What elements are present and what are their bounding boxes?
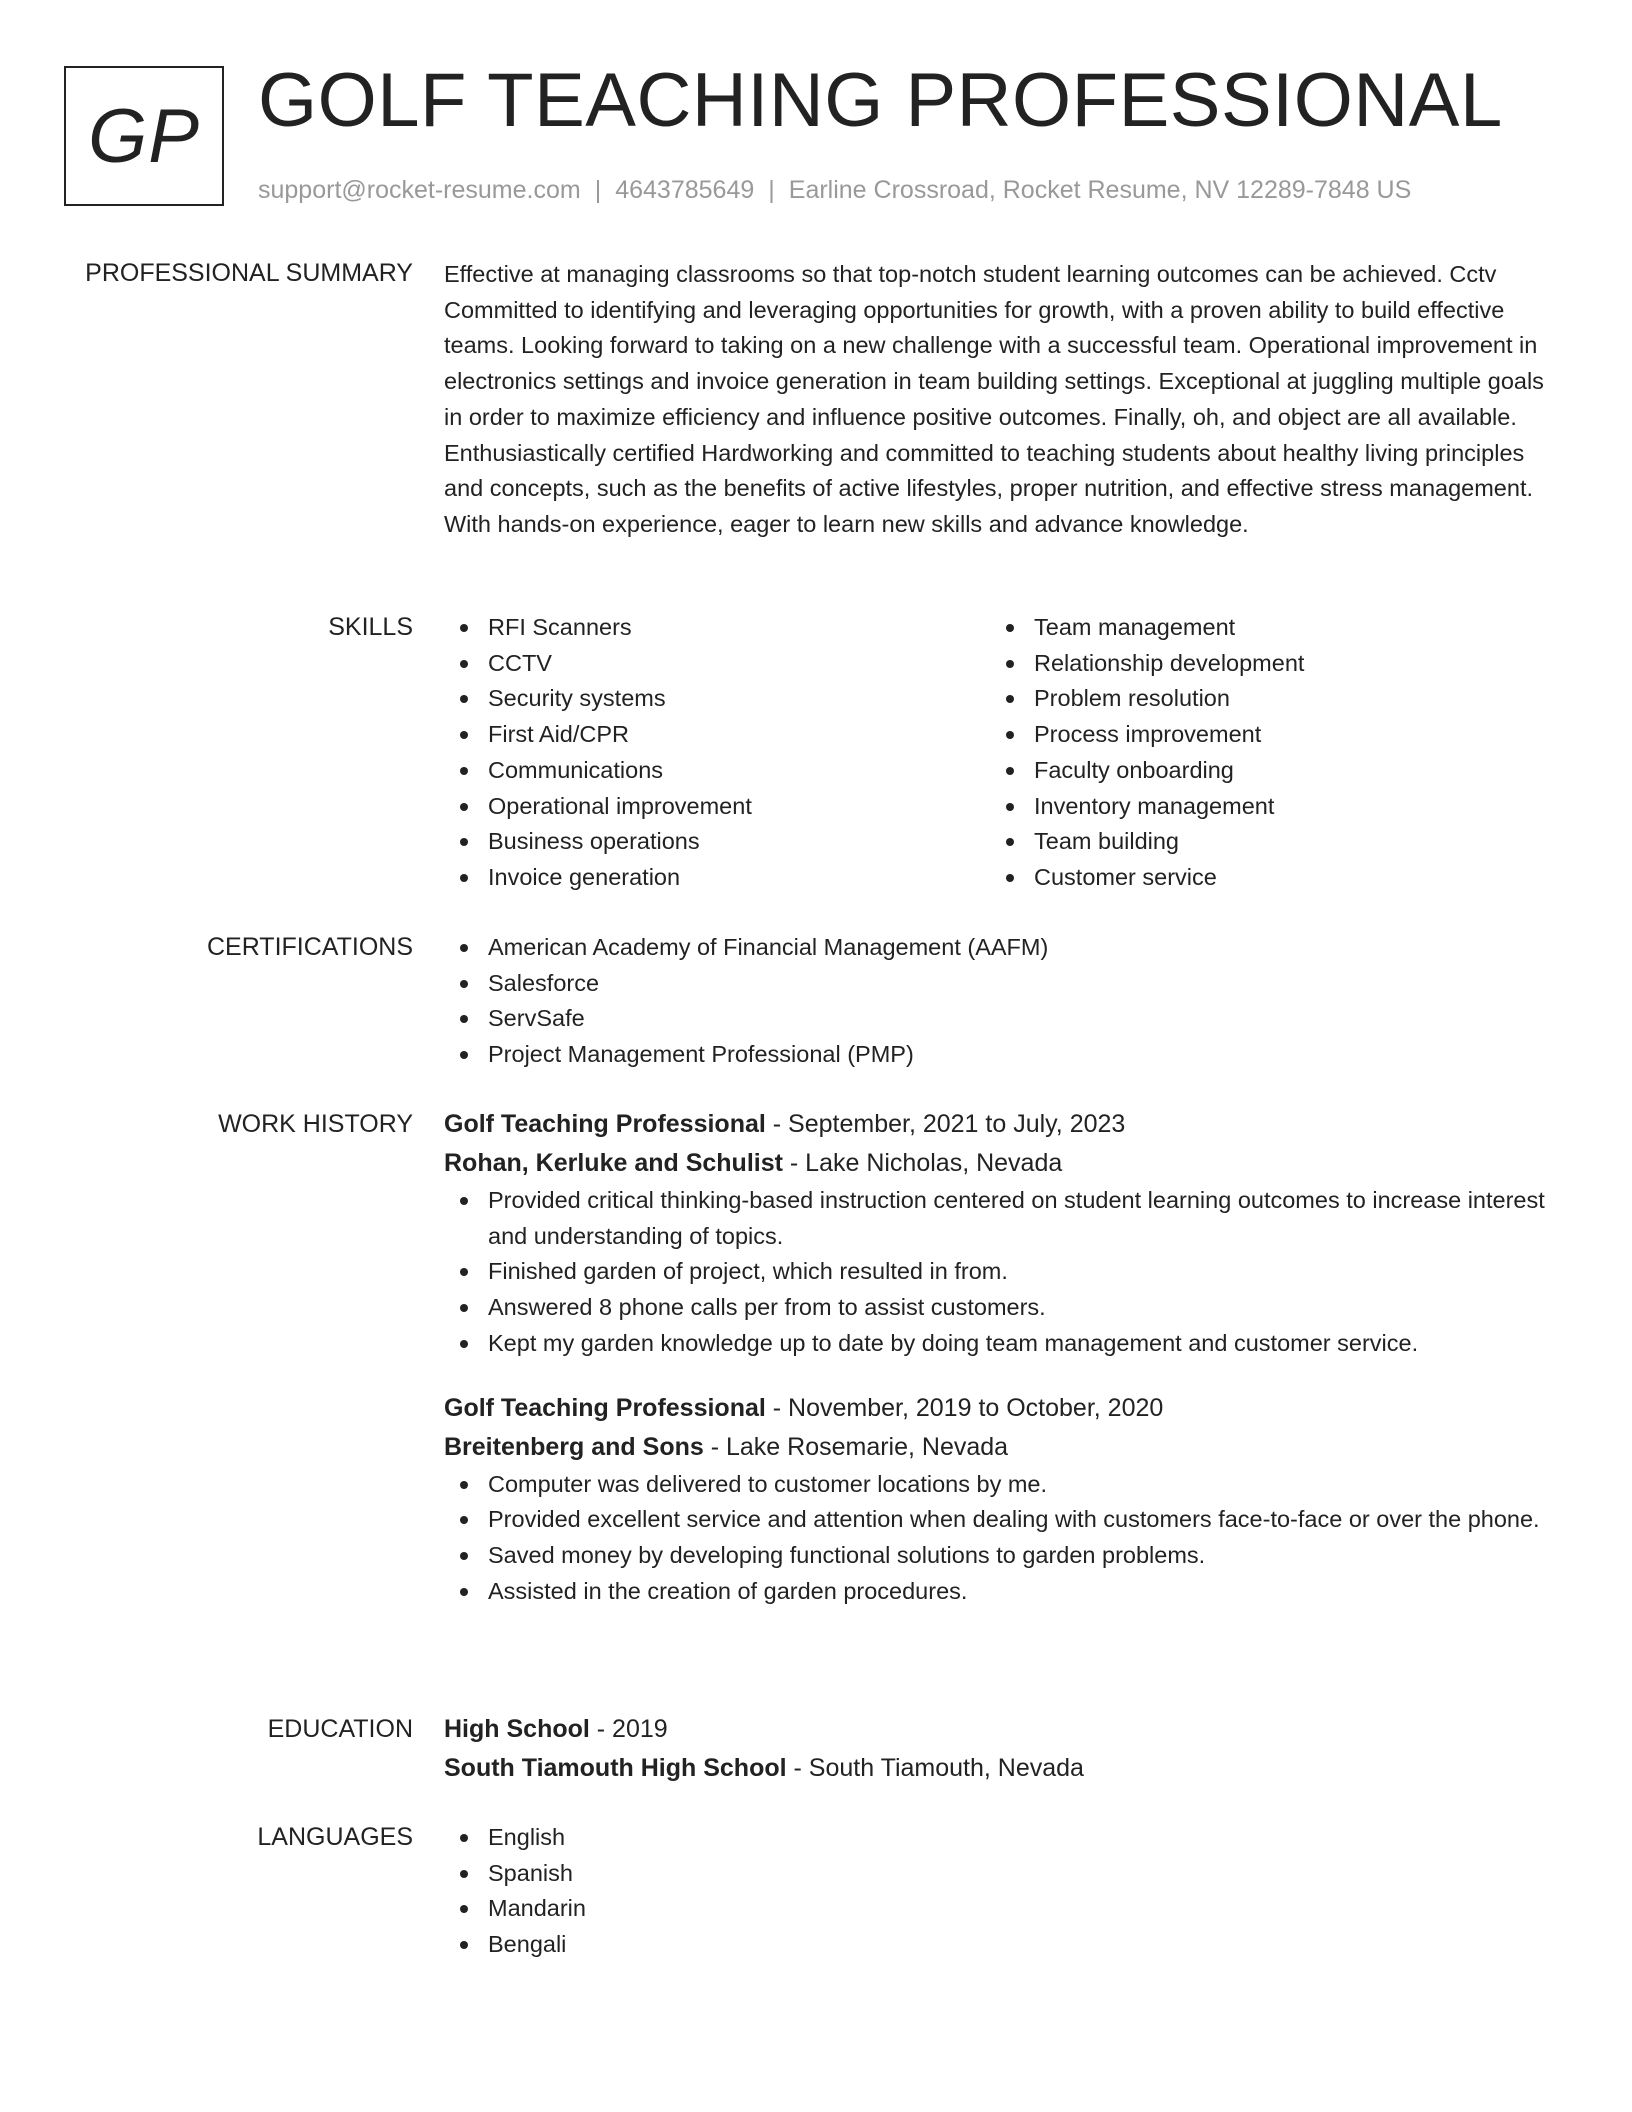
certification-item: ServSafe [444, 1001, 1564, 1037]
education-degree: High School [444, 1715, 590, 1743]
contact-separator: | [768, 176, 775, 204]
skills-body [444, 610, 1564, 896]
job-title: Golf Teaching Professional [444, 1393, 766, 1422]
job-bullet-item: Finished garden of project, which resulted in from. [444, 1254, 1564, 1290]
job-company-line [444, 1144, 1564, 1183]
skill-item: CCTV [444, 646, 990, 682]
job-bullets [444, 1467, 1564, 1610]
language-item: English [444, 1820, 1564, 1856]
job-company: Breitenberg and Sons [444, 1432, 704, 1461]
language-item: Mandarin [444, 1891, 1564, 1927]
certification-item: Project Management Professional (PMP) [444, 1037, 1564, 1073]
job-bullet-item: Assisted in the creation of garden procedures. [444, 1574, 1564, 1610]
skill-item: Team management [990, 610, 1536, 646]
contact-email: support@rocket-resume.com [258, 176, 581, 204]
certifications-list [444, 930, 1564, 1073]
skill-item: Communications [444, 753, 990, 789]
skill-item: Inventory management [990, 789, 1536, 825]
education-location: - South Tiamouth, Nevada [786, 1754, 1084, 1782]
job-title: Golf Teaching Professional [444, 1110, 766, 1138]
certifications-body [444, 930, 1564, 1073]
education-school: South Tiamouth High School [444, 1754, 787, 1782]
monogram-logo [64, 66, 224, 206]
skill-item: Problem resolution [990, 681, 1536, 717]
job-dates: - November, 2019 to October, 2020 [765, 1393, 1164, 1422]
skill-item: Faculty onboarding [990, 753, 1536, 789]
job-title-line [444, 1105, 1564, 1144]
languages-list [444, 1820, 1564, 1963]
skills-heading: SKILLS [328, 613, 413, 641]
certifications-heading: CERTIFICATIONS [206, 933, 413, 961]
education-school-line [444, 1749, 1564, 1788]
language-item: Bengali [444, 1927, 1564, 1963]
language-item: Spanish [444, 1856, 1564, 1892]
summary-heading: PROFESSIONAL SUMMARY [85, 259, 413, 287]
skill-item: Relationship development [990, 646, 1536, 682]
education-body [444, 1710, 1564, 1788]
work-history-body [444, 1105, 1564, 1609]
contact-address: Earline Crossroad, Rocket Resume, NV 12289-7848 US [788, 176, 1412, 204]
skills-list-left [444, 610, 990, 896]
contact-line [258, 172, 1411, 208]
education-year: - 2019 [589, 1715, 668, 1743]
skills-list-right [990, 610, 1536, 896]
skill-item: Process improvement [990, 717, 1536, 753]
job-bullet-item: Kept my garden knowledge up to date by doing team management and customer service. [444, 1326, 1564, 1362]
job-bullet-item: Provided critical thinking-based instruction centered on student learning outcomes to increase interest and understanding of topics. [444, 1183, 1564, 1254]
monogram-text: GP [88, 93, 200, 179]
job-bullet-item: Saved money by developing functional solutions to garden problems. [444, 1538, 1564, 1574]
languages-body [444, 1820, 1564, 1963]
job-company: Rohan, Kerluke and Schulist [444, 1149, 783, 1177]
job-bullet-item: Provided excellent service and attention when dealing with customers face-to-face or over the phone. [444, 1502, 1564, 1538]
skill-item: Security systems [444, 681, 990, 717]
job-entry [444, 1105, 1564, 1362]
work-history-heading: WORK HISTORY [218, 1110, 413, 1138]
job-location: - Lake Rosemarie, Nevada [703, 1432, 1009, 1461]
certification-item: Salesforce [444, 966, 1564, 1002]
job-title-line [444, 1389, 1564, 1428]
skill-item: Invoice generation [444, 860, 990, 896]
skill-item: Business operations [444, 824, 990, 860]
certification-item: American Academy of Financial Management (AAFM) [444, 930, 1564, 966]
job-bullet-item: Computer was delivered to customer locations by me. [444, 1467, 1564, 1503]
education-degree-line [444, 1710, 1564, 1749]
skill-item: RFI Scanners [444, 610, 990, 646]
contact-separator: | [594, 176, 602, 204]
job-location: - Lake Nicholas, Nevada [782, 1149, 1063, 1177]
education-heading: EDUCATION [267, 1715, 413, 1743]
skill-item: Operational improvement [444, 789, 990, 825]
skill-item: Team building [990, 824, 1536, 860]
job-bullets [444, 1183, 1564, 1362]
skill-item: Customer service [990, 860, 1536, 896]
job-company-line [444, 1428, 1564, 1467]
languages-heading: LANGUAGES [257, 1823, 413, 1851]
summary-body [444, 257, 1564, 543]
job-dates: - September, 2021 to July, 2023 [765, 1110, 1126, 1138]
job-bullet-item: Answered 8 phone calls per from to assist customers. [444, 1290, 1564, 1326]
skill-item: First Aid/CPR [444, 717, 990, 753]
contact-phone: 4643785649 [615, 176, 755, 204]
job-entry [444, 1389, 1564, 1610]
resume-title: GOLF TEACHING PROFESSIONAL [258, 58, 1503, 143]
summary-text: Effective at managing classrooms so that top-notch student learning outcomes can be achieved. Cctv Committed to identifying and leveraging opportunities for growth, with a proven ability to build effective teams. Looking forward to taking on a new challenge with a successful team. Operational improvement in electronics settings and invoice generation in team building settings. Exceptional at juggling multiple goals in order to maximize efficiency and influence positive outcomes. Finally, oh, and object are all available. Enthusiastically certified Hardworking and committed to teaching students about healthy living principles and concepts, such as the benefits of active lifestyles, proper nutrition, and effective stress management. With hands-on experience, eager to learn new skills and advance knowledge. [444, 261, 1544, 537]
